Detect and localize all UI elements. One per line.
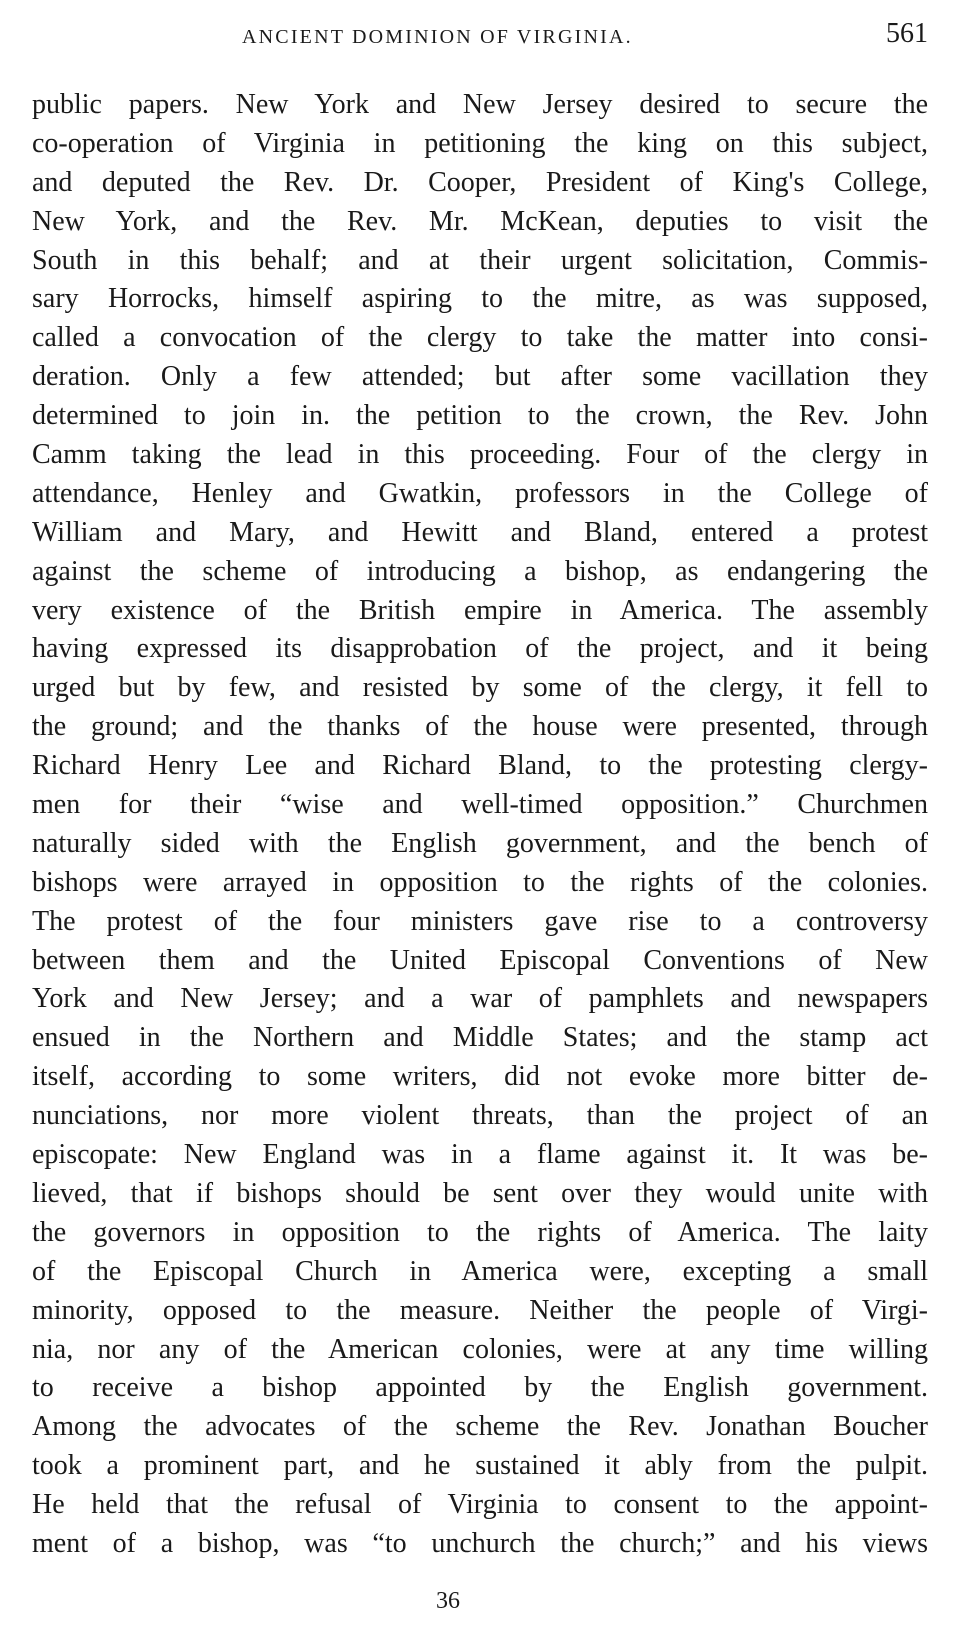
text-line: itself, according to some writers, did not evoke more bitter de- — [32, 1061, 928, 1093]
text-line: episcopate: New England was in a flame against it. It was be- — [32, 1139, 928, 1171]
text-line: Camm taking the lead in this proceeding. Four of the clergy in — [32, 439, 928, 471]
text-line: nia, nor any of the American colonies, were at any time willing — [32, 1333, 928, 1365]
text-line: public papers. New York and New Jersey desired to secure the — [32, 89, 928, 120]
text-line: Among the advocates of the scheme the Rev. Jonathan Boucher — [32, 1411, 928, 1443]
page-number: 561 — [886, 18, 928, 49]
text-line: very existence of the British empire in America. The assembly — [32, 594, 928, 626]
text-line: ensued in the Northern and Middle States; and the stamp act — [32, 1022, 928, 1054]
text-line: to receive a bishop appointed by the English government. — [32, 1372, 928, 1404]
text-line: lieved, that if bishops should be sent over they would unite with — [32, 1177, 928, 1209]
text-line: sary Horrocks, himself aspiring to the mitre, as was supposed, — [32, 283, 928, 315]
text-line: and deputed the Rev. Dr. Cooper, President of King's College, — [32, 166, 928, 198]
text-line: deration. Only a few attended; but after some vacillation they — [32, 361, 928, 393]
text-line: South in this behalf; and at their urgent solicitation, Commis- — [32, 244, 928, 276]
body-text — [32, 86, 928, 1564]
text-line: York and New Jersey; and a war of pamphlets and newspapers — [32, 983, 928, 1015]
text-line: urged but by few, and resisted by some of the clergy, it fell to — [32, 672, 928, 704]
text-line: Richard Henry Lee and Richard Bland, to the protesting clergy- — [32, 750, 928, 782]
text-line: took a prominent part, and he sustained it ably from the pulpit. — [32, 1450, 928, 1482]
text-line: bishops were arrayed in opposition to the rights of the colonies. — [32, 866, 928, 898]
text-line: William and Mary, and Hewitt and Bland, entered a protest — [32, 516, 928, 548]
text-line: called a convocation of the clergy to take the matter into consi- — [32, 322, 928, 354]
running-title: ANCIENT DOMINION OF VIRGINIA. — [242, 26, 633, 48]
text-line: the ground; and the thanks of the house were presented, through — [32, 711, 928, 743]
text-line: determined to join in. the petition to the crown, the Rev. John — [32, 400, 928, 432]
text-line: nunciations, nor more violent threats, than the project of an — [32, 1100, 928, 1132]
text-line: minority, opposed to the measure. Neither the people of Virgi- — [32, 1294, 928, 1326]
text-line: naturally sided with the English government, and the bench of — [32, 827, 928, 859]
text-line: attendance, Henley and Gwatkin, professors in the College of — [32, 477, 928, 509]
text-line: The protest of the four ministers gave rise to a controversy — [32, 905, 928, 937]
text-line: between them and the United Episcopal Conventions of New — [32, 944, 928, 976]
text-line: co-operation of Virginia in petitioning the king on this subject, — [32, 127, 928, 159]
text-line: ment of a bishop, was “to unchurch the church;” and his views — [32, 1527, 928, 1559]
text-line: He held that the refusal of Virginia to consent to the appoint- — [32, 1489, 928, 1521]
text-line: having expressed its disapprobation of the project, and it being — [32, 633, 928, 665]
text-line: New York, and the Rev. Mr. McKean, deputies to visit the — [32, 205, 928, 237]
text-line: the governors in opposition to the rights of America. The laity — [32, 1216, 928, 1248]
page-header — [32, 18, 928, 58]
text-line: of the Episcopal Church in America were, excepting a small — [32, 1255, 928, 1287]
book-page — [32, 0, 928, 1633]
text-line: men for their “wise and well-timed opposition.” Churchmen — [32, 789, 928, 821]
text-line: against the scheme of introducing a bishop, as endangering the — [32, 555, 928, 587]
signature-mark: 36 — [436, 1588, 460, 1614]
